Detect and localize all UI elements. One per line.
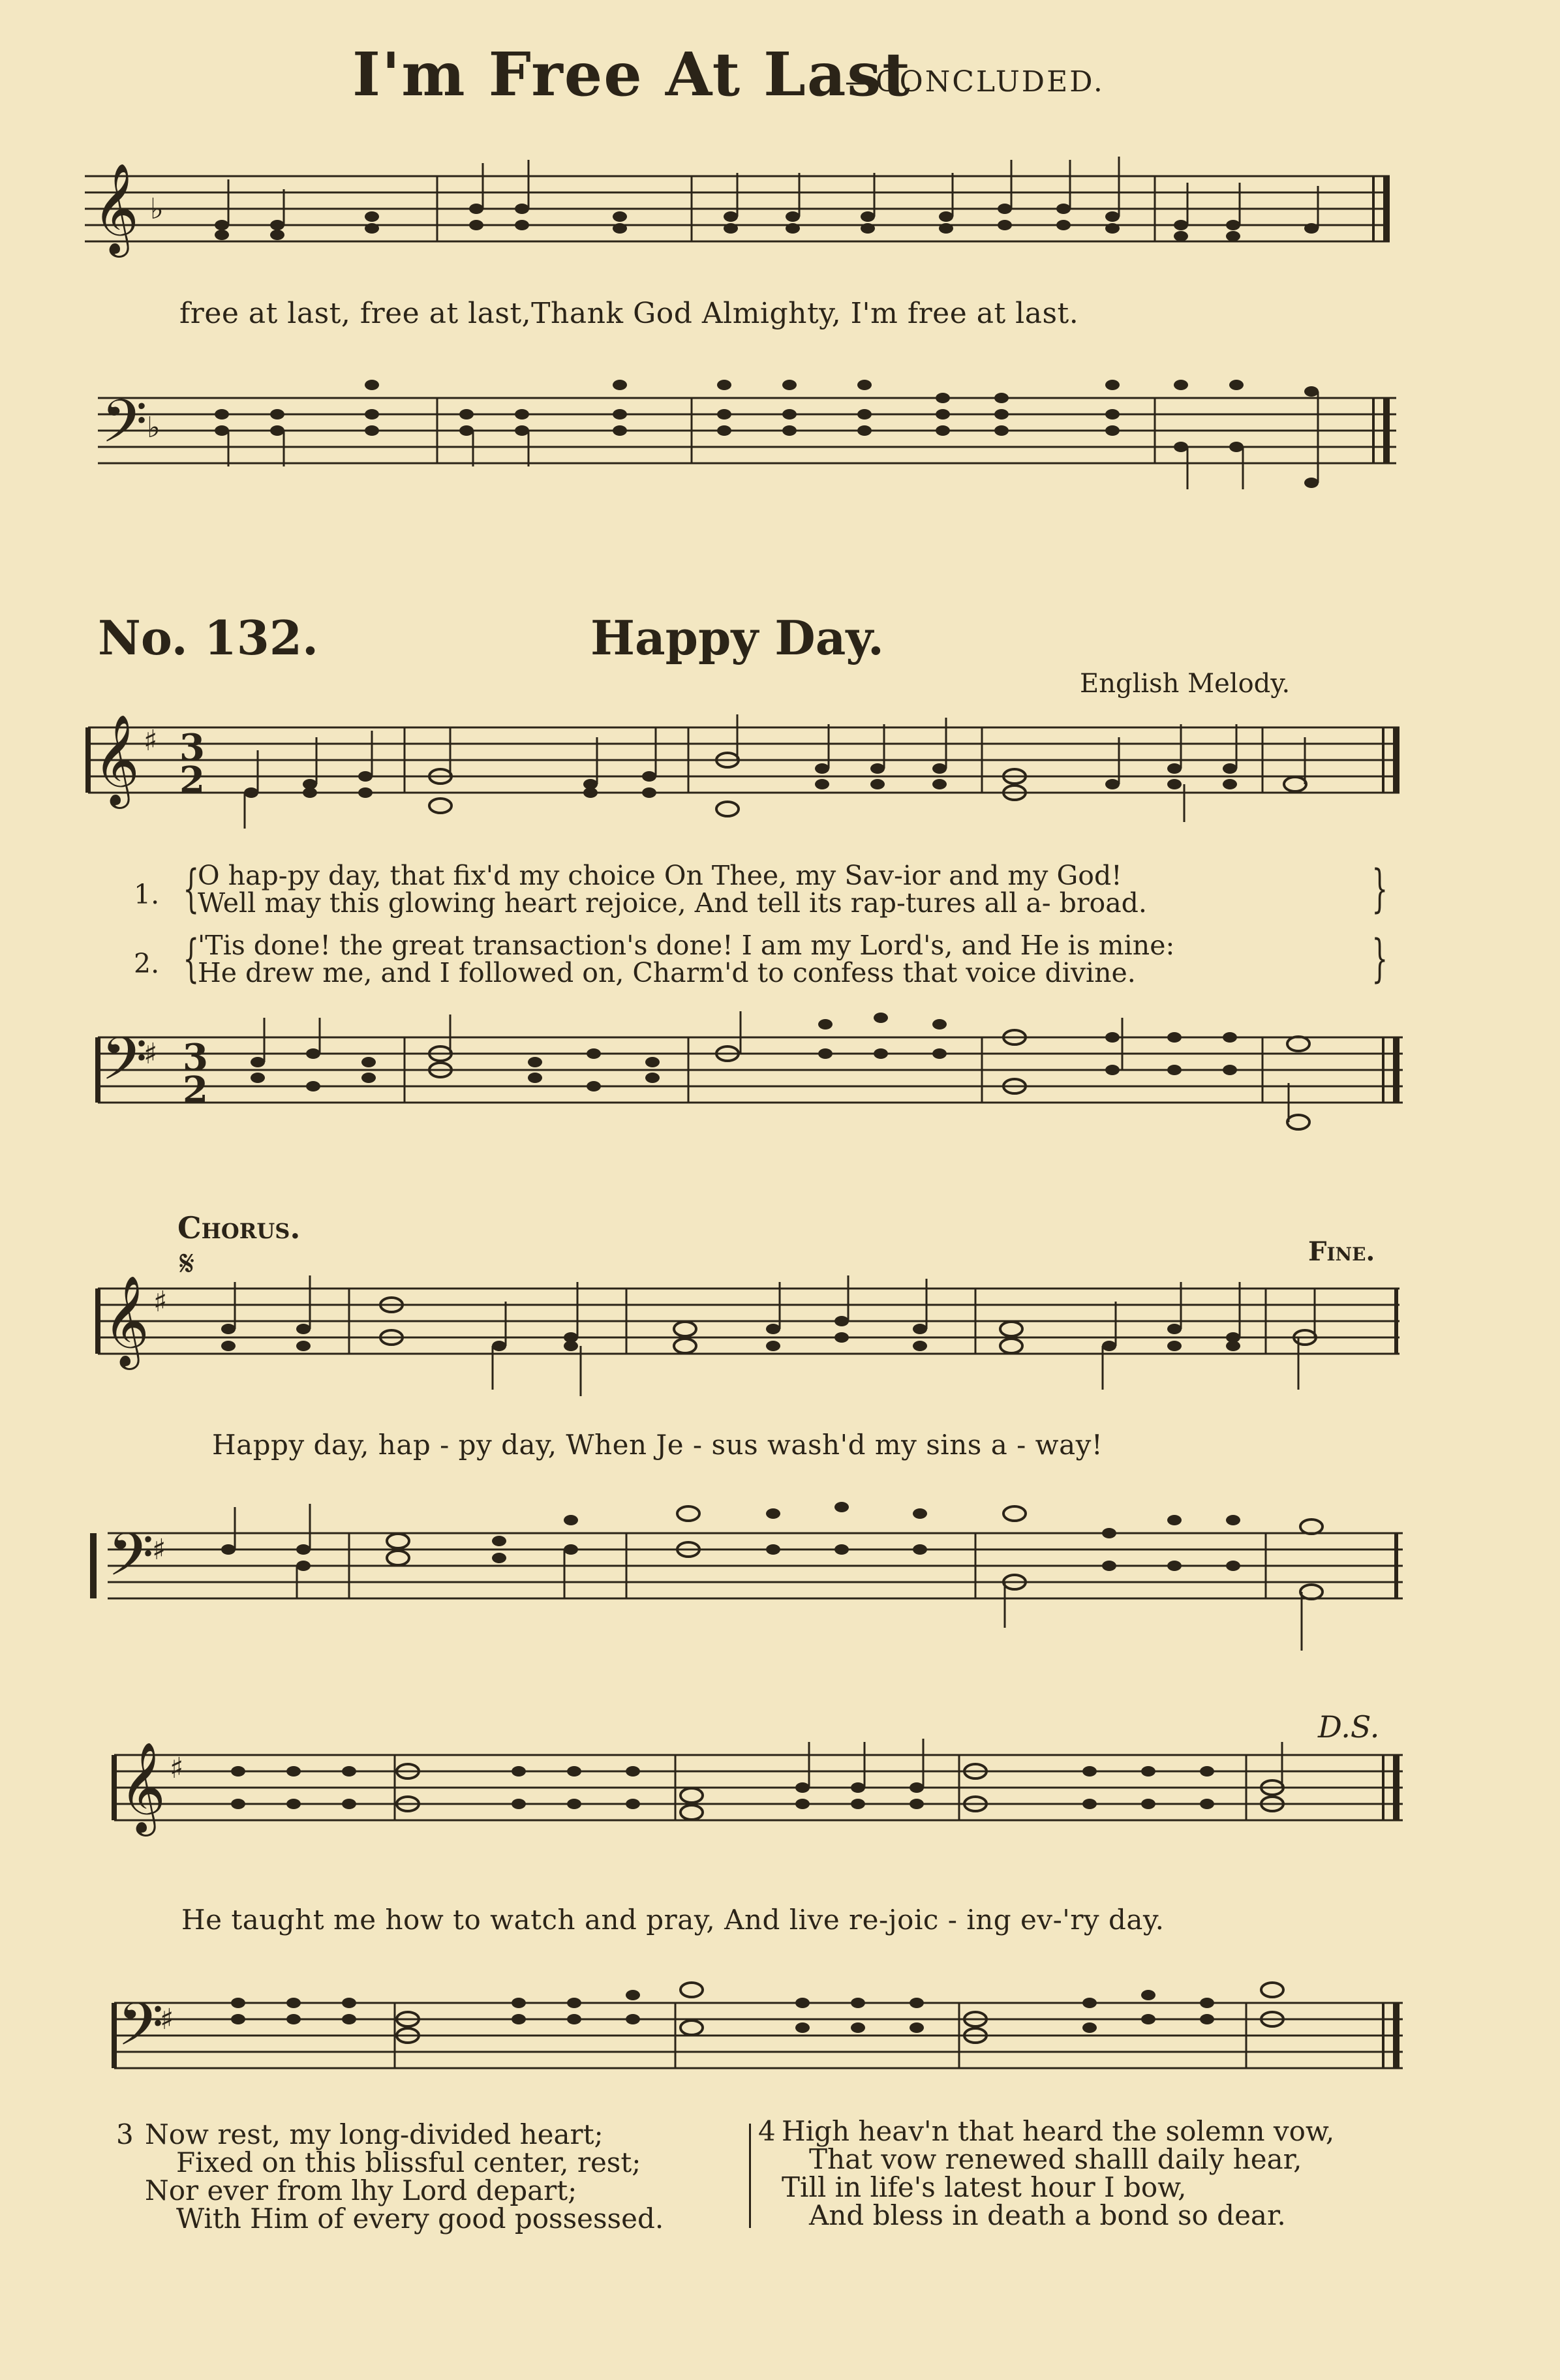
verse1-line1: O hap-py day, that fix'd my choice On Thee, my Sav-ior and my God!: [198, 860, 1122, 891]
stanza3-line1: Now rest, my long-divided heart;: [145, 2118, 604, 2150]
verse1-brace: {: [183, 860, 200, 919]
svg-text:♭: ♭: [150, 192, 164, 226]
svg-text:2: 2: [179, 759, 205, 802]
stanza3-number: 3: [116, 2118, 134, 2150]
chorus-treble-staff: [98, 1275, 1409, 1406]
chorus-label: Chorus.: [177, 1210, 301, 1245]
top-piece-concluded: —CONCLUDED.: [845, 65, 1105, 99]
verse2-brace-right: }: [1371, 930, 1388, 988]
hymn-attribution: English Melody.: [1080, 669, 1291, 699]
svg-text:♯: ♯: [153, 1285, 168, 1319]
fine-label: Fine.: [1308, 1236, 1375, 1267]
top-treble-staff: [85, 163, 1403, 267]
verse-bass-staff: [98, 1018, 1409, 1148]
verse2-brace: {: [183, 930, 200, 988]
svg-text:♯: ♯: [170, 1752, 184, 1785]
stanza4-line2: That vow renewed shalll daily hear,: [809, 2143, 1302, 2175]
svg-text:♭: ♭: [147, 411, 161, 444]
verse1-line2: Well may this glowing heart rejoice, And tell its rap-tures all a- broad.: [198, 887, 1147, 919]
hymn-title: Happy Day.: [590, 610, 884, 665]
svg-text:♯: ♯: [144, 1037, 158, 1071]
svg-text:3: 3: [179, 726, 205, 769]
verse2-number: 2.: [134, 948, 160, 979]
verse1-number: 1.: [134, 879, 160, 910]
stanza3-line4: With Him of every good possessed.: [176, 2203, 664, 2235]
stanza4-line3: Till in life's latest hour I bow,: [782, 2171, 1187, 2203]
stanza3-line2: Fixed on this blissful center, rest;: [176, 2146, 641, 2178]
svg-text:♯: ♯: [144, 724, 158, 757]
stanza-divider: [749, 2124, 751, 2228]
final-bass-staff: [114, 1983, 1419, 2088]
top-lyric-line: free at last, free at last,Thank God Almighty, I'm free at last.: [179, 297, 1079, 330]
verse2-line1: 'Tis done! the great transaction's done! I am my Lord's, and He is mine:: [198, 930, 1175, 961]
stanza4-line4: And bless in death a bond so dear.: [809, 2199, 1286, 2231]
ds-marking: D.S.: [1318, 1709, 1380, 1745]
chorus-lyric-line1: Happy day, hap - py day, When Je - sus wash'd my sins a - way!: [212, 1429, 1103, 1461]
verse1-brace-right: }: [1371, 860, 1388, 919]
verse-treble-staff: [88, 711, 1406, 842]
svg-text:𝄢: 𝄢: [101, 1024, 147, 1108]
stanza4-line1: High heav'n that heard the solemn vow,: [782, 2115, 1335, 2147]
svg-text:♯: ♯: [152, 1533, 166, 1566]
svg-text:𝄞: 𝄞: [103, 1275, 149, 1366]
stanza3-line3: Nor ever from lhy Lord depart;: [145, 2174, 577, 2206]
svg-text:𝄞: 𝄞: [93, 714, 140, 805]
chorus-lyric-line2: He taught me how to watch and pray, And live re-joic - ing ev-'ry day.: [181, 1904, 1165, 1936]
svg-text:𝄢: 𝄢: [117, 1990, 164, 2073]
chorus-bass-staff: [108, 1514, 1413, 1664]
hymn-number: No. 132.: [98, 610, 319, 665]
stanza4-number: 4: [758, 2115, 776, 2147]
svg-text:𝄢: 𝄢: [101, 387, 147, 470]
final-treble-staff: [114, 1742, 1419, 1846]
svg-text:𝄢: 𝄢: [108, 1520, 154, 1604]
top-piece-title: I'm Free At Last: [352, 39, 911, 110]
svg-text:𝄞: 𝄞: [119, 1742, 166, 1833]
svg-text:𝄞: 𝄞: [93, 163, 139, 254]
segno-sign: 𝄋: [179, 1243, 195, 1284]
top-bass-staff: [98, 385, 1403, 502]
svg-text:3: 3: [183, 1036, 208, 1079]
svg-text:2: 2: [183, 1069, 208, 1112]
svg-text:♯: ♯: [160, 2003, 174, 2036]
verse2-line2: He drew me, and I followed on, Charm'd to confess that voice divine.: [198, 957, 1136, 988]
